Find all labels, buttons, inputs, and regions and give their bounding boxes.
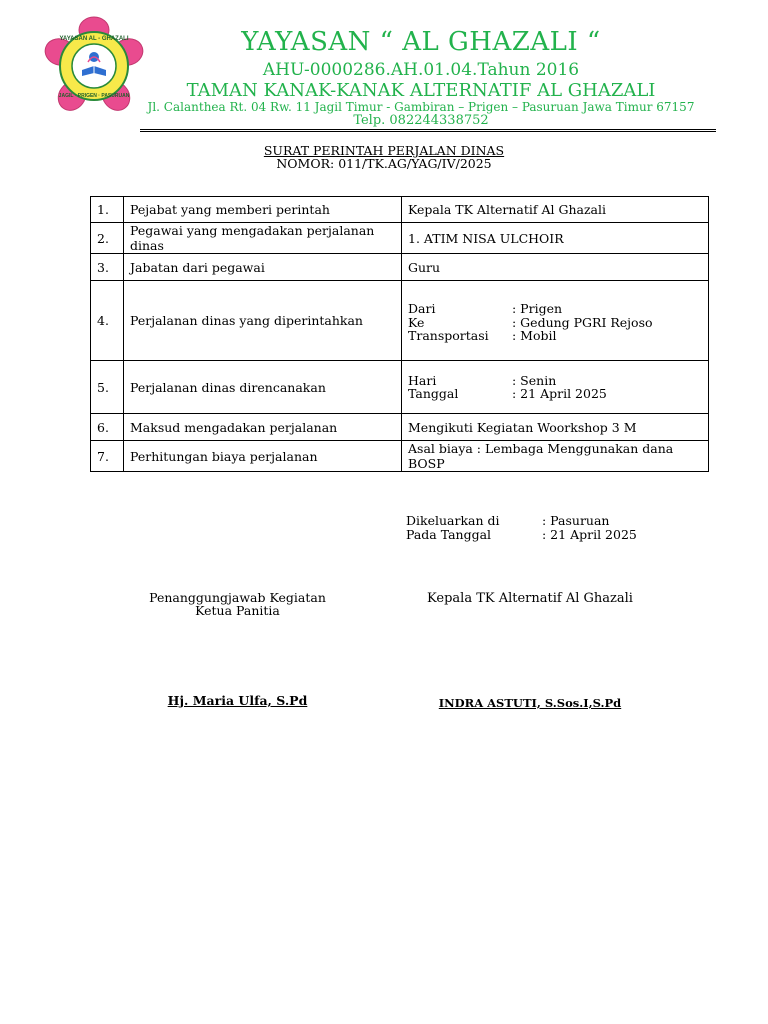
row-number: 5. <box>91 361 124 414</box>
letter-number: NOMOR: 011/TK.AG/YAG/IV/2025 <box>276 156 492 171</box>
row-value <box>402 361 709 414</box>
header-divider <box>140 129 716 132</box>
detail-line <box>408 329 702 343</box>
table-row <box>91 254 709 281</box>
detail-value: : Senin <box>512 372 557 388</box>
detail-line <box>408 302 702 316</box>
row-value: Mengikuti Kegiatan Woorkshop 3 M <box>402 414 709 441</box>
left-signatory-name: Hj. Maria Ulfa, S.Pd <box>167 693 308 708</box>
row-number: 3. <box>91 254 124 281</box>
row-label: Pejabat yang memberi perintah <box>124 197 402 223</box>
row-number: 4. <box>91 281 124 361</box>
issued-block <box>406 514 637 541</box>
logo-ring-text-bottom: JAGIL · PRIGEN · PASURUAN <box>58 93 130 99</box>
row-label: Maksud mengadakan perjalanan <box>124 414 402 441</box>
foundation-name: YAYASAN “ AL GHAZALI “ <box>241 27 601 57</box>
detail-line <box>408 316 702 330</box>
right-signatory-role: Kepala TK Alternatif Al Ghazali <box>427 591 633 606</box>
table-row <box>91 197 709 223</box>
school-name: TAMAN KANAK-KANAK ALTERNATIF AL GHAZALI <box>186 80 656 101</box>
row-number: 6. <box>91 414 124 441</box>
row-label: Perhitungan biaya perjalanan <box>124 441 402 472</box>
table-row <box>91 361 709 414</box>
detail-key: Dari <box>408 301 436 317</box>
logo-ring-text-top: YAYASAN AL - GHAZALI <box>59 36 129 42</box>
row-value <box>402 281 709 361</box>
registration-number: AHU-0000286.AH.01.04.Tahun 2016 <box>262 60 580 80</box>
issued-date-label: Pada Tanggal <box>406 526 492 542</box>
row-label: Perjalanan dinas direncanakan <box>124 361 402 414</box>
address: Jl. Calanthea Rt. 04 Rw. 11 Jagil Timur - Gambiran – Prigen – Pasuruan Jawa Timur 67157 <box>147 100 695 114</box>
detail-line <box>408 374 702 388</box>
detail-value: : Gedung PGRI Rejoso <box>512 314 653 330</box>
row-label: Jabatan dari pegawai <box>124 254 402 281</box>
detail-value: : Mobil <box>512 328 557 344</box>
left-role-line-2: Ketua Panitia <box>195 603 280 618</box>
left-signatory-role <box>130 591 345 617</box>
issued-date-value: : 21 April 2025 <box>542 526 637 542</box>
row-number: 7. <box>91 441 124 472</box>
table-row <box>91 414 709 441</box>
row-number: 1. <box>91 197 124 223</box>
row-value: Kepala TK Alternatif Al Ghazali <box>402 197 709 223</box>
detail-key: Transportasi <box>408 328 489 344</box>
issued-place-value: : Pasuruan <box>542 513 610 528</box>
detail-value: : Prigen <box>512 301 563 317</box>
row-number: 2. <box>91 223 124 254</box>
detail-key: Hari <box>408 372 437 388</box>
detail-value: : 21 April 2025 <box>512 386 607 401</box>
letter-title: SURAT PERINTAH PERJALAN DINAS <box>263 143 505 158</box>
right-signatory-name: INDRA ASTUTI, S.Sos.I,S.Pd <box>438 696 622 710</box>
table-row <box>91 441 709 472</box>
detail-key: Tanggal <box>408 386 459 401</box>
table-row <box>91 281 709 361</box>
issued-place-label: Dikeluarkan di <box>406 513 500 528</box>
table-row <box>91 223 709 254</box>
row-value: Asal biaya : Lembaga Menggunakan dana BOSP <box>402 441 709 472</box>
row-label: Perjalanan dinas yang diperintahkan <box>124 281 402 361</box>
phone: Telp. 082244338752 <box>353 113 489 128</box>
row-label: Pegawai yang mengadakan perjalanan dinas <box>124 223 402 254</box>
detail-line <box>408 387 702 401</box>
row-value: 1. ATIM NISA ULCHOIR <box>402 223 709 254</box>
left-role-line-1: Penanggungjawab Kegiatan <box>149 590 326 605</box>
detail-key: Ke <box>408 314 425 330</box>
assignment-table <box>90 196 709 472</box>
row-value: Guru <box>402 254 709 281</box>
